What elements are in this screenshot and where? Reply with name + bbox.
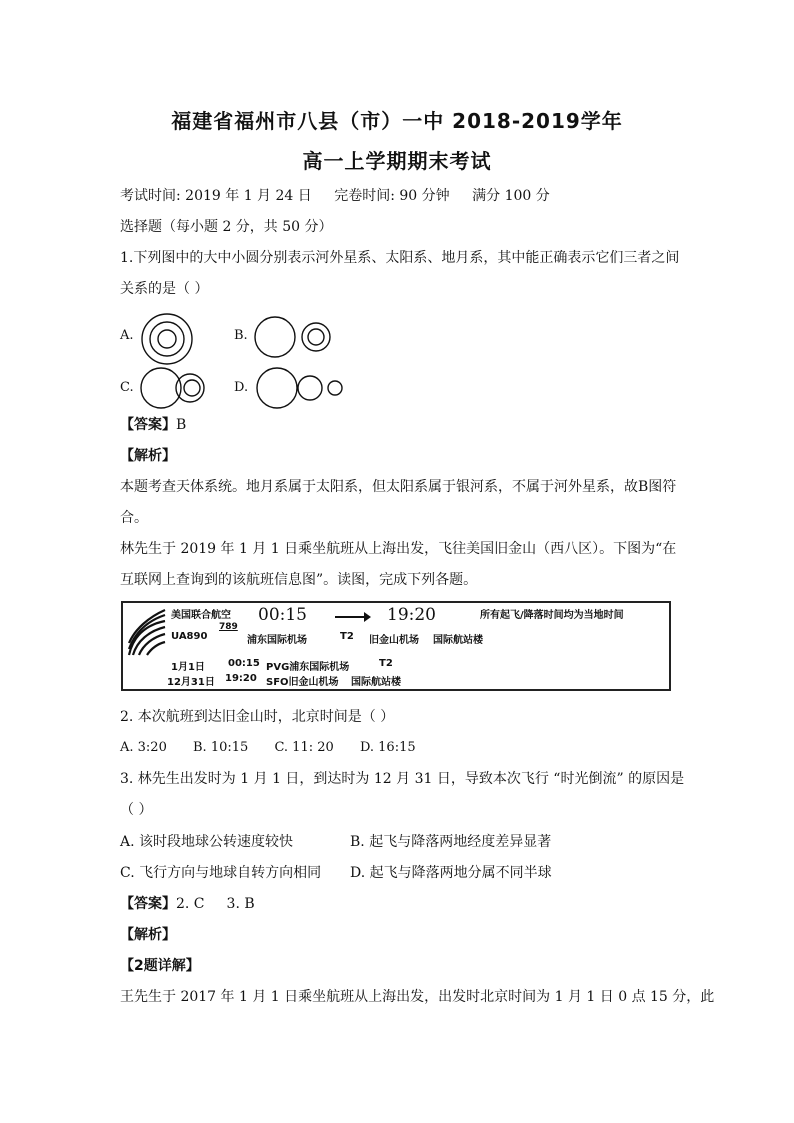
passage-line2: 互联网上查询到的该航班信息图”。读图，完成下列各题。 [120, 572, 478, 588]
arrival-time: 19:20 [387, 605, 436, 625]
q1-stem-line2: 关系的是（ ） [120, 281, 209, 297]
q23-analysis-label: 【解析】 [120, 927, 176, 943]
q1-answer [120, 416, 680, 434]
q1-option-a-label: A. [120, 328, 134, 343]
q3-option-c: C. 飞行方向与地球自转方向相同 [120, 865, 322, 881]
q23-answer [120, 895, 680, 913]
page-subtitle: 高一上学期期末考试 [302, 149, 492, 173]
q1-option-b-diagram [254, 316, 334, 360]
departure-terminal: T2 [340, 631, 354, 642]
passage-line1: 林先生于 2019 年 1 月 1 日乘坐航班从上海出发，飞往美国旧金山（西八区）。下图为“在 [120, 541, 677, 557]
airline-logo-icon [127, 607, 167, 657]
row2-time: 19:20 [225, 673, 257, 684]
row2-terminal: 国际航站楼 [351, 677, 401, 688]
q3-options-row1 [120, 833, 680, 851]
q2-stem: 2. 本次航班到达旧金山时，北京时间是（ ） [120, 709, 395, 725]
q3-option-a: A. 该时段地球公转速度较快 [120, 834, 294, 850]
row1-terminal: T2 [379, 658, 393, 669]
flight-info-figure [121, 601, 671, 691]
q1-option-b-label: B. [234, 328, 248, 343]
exam-duration: 完卷时间: 90 分钟 [334, 188, 450, 204]
q2-option-c: C. 11: 20 [274, 740, 334, 755]
q2-options [120, 739, 680, 757]
q1-analysis-line1: 本题考查天体系统。地月系属于太阳系，但太阳系属于银河系，不属于河外星系，故B图符 [120, 479, 677, 495]
q3-stem-line2: （ ） [120, 802, 153, 818]
row1-time: 00:15 [228, 658, 260, 669]
airline-name: 美国联合航空 [171, 610, 231, 621]
q2-answer: 2. C [176, 896, 205, 912]
q1-stem-line1: 1.下列图中的大中小圆分别表示河外星系、太阳系、地月系，其中能正确表示它们三者之间 [120, 250, 680, 266]
row1-date: 1月1日 [171, 662, 205, 673]
q1-analysis-label: 【解析】 [120, 448, 176, 464]
q2-option-a: A. 3:20 [120, 740, 167, 755]
flight-number: UA890 [171, 631, 208, 642]
q2-option-b: B. 10:15 [193, 740, 249, 755]
q3-stem-line1: 3. 林先生出发时为 1 月 1 日，到达时为 12 月 31 日，导致本次飞行 “时光倒流” 的原因是 [120, 771, 685, 787]
arrival-terminal: 国际航站楼 [433, 635, 483, 646]
answer-label: 【答案】 [120, 896, 176, 912]
q3-option-d: D. 起飞与降落两地分属不同半球 [350, 865, 552, 881]
section-heading: 选择题（每小题 2 分，共 50 分） [120, 219, 333, 235]
aircraft-type: 789 [219, 622, 238, 632]
departure-time: 00:15 [258, 605, 307, 625]
q3-answer: 3. B [226, 896, 255, 912]
q2-detail-label: 【2题详解】 [120, 958, 200, 974]
exam-info [120, 187, 680, 205]
q1-option-c-diagram [140, 367, 210, 411]
row1-airport: PVG浦东国际机场 [266, 662, 350, 673]
q1-option-a-diagram [140, 312, 194, 366]
q1-option-c-label: C. [120, 380, 134, 395]
q1-option-d-label: D. [234, 380, 249, 395]
q3-options-row2 [120, 864, 680, 882]
exam-full-score: 满分 100 分 [472, 188, 550, 204]
q1-answer-value: B [176, 417, 187, 433]
page-title: 福建省福州市八县（市）一中 2018-2019学年 [171, 109, 623, 133]
q2-option-d: D. 16:15 [359, 740, 416, 755]
departure-airport: 浦东国际机场 [247, 635, 307, 646]
arrow-right-icon [335, 616, 369, 618]
local-time-note: 所有起飞/降落时间均为当地时间 [480, 610, 624, 621]
q3-option-b: B. 起飞与降落两地经度差异显著 [350, 834, 552, 850]
answer-label: 【答案】 [120, 417, 176, 433]
exam-time: 考试时间: 2019 年 1 月 24 日 [120, 188, 312, 204]
q1-option-d-diagram [256, 367, 346, 411]
q2-detail-line1: 王先生于 2017 年 1 月 1 日乘坐航班从上海出发，出发时北京时间为 1 月 1 日 0 点 15 分，此 [120, 989, 715, 1005]
arrival-airport: 旧金山机场 [369, 635, 419, 646]
q1-analysis-line2: 合。 [120, 510, 148, 526]
row2-airport: SFO旧金山机场 [266, 677, 339, 688]
row2-date: 12月31日 [167, 677, 215, 688]
